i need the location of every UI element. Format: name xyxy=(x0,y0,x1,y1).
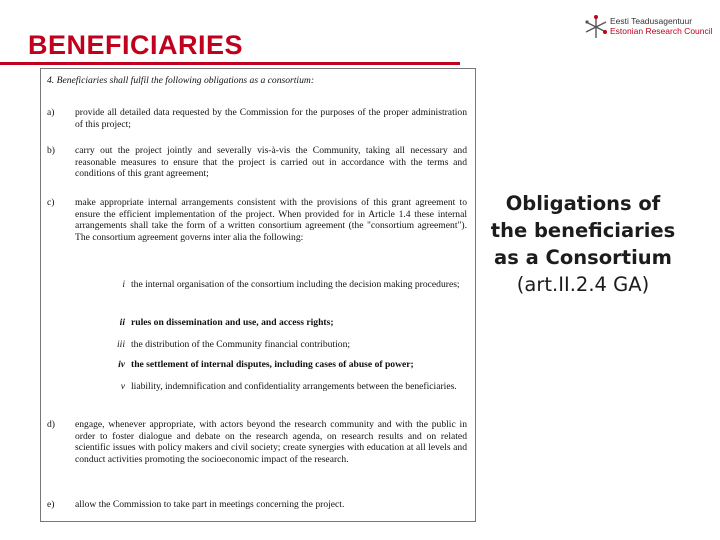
sub-item-text: the distribution of the Community financial contribution; xyxy=(131,339,351,350)
logo-line-en: Estonian Research Council xyxy=(610,26,713,36)
doc-heading: 4. Beneficiaries shall fulfil the following obligations as a consortium: xyxy=(47,75,315,86)
logo-line-et: Eesti Teadusagentuur xyxy=(610,16,693,26)
erc-logo xyxy=(584,14,713,40)
sub-item-number: iv xyxy=(118,359,125,370)
item-text: carry out the project jointly and severally vis-à-vis the Community, taking all necessary and reasonable measures to ensure that the project is carried out in accordance with the terms and conditions of this grant agreement; xyxy=(75,145,467,180)
caption-line-3: as a Consortium xyxy=(494,246,672,269)
item-label: b) xyxy=(47,145,55,156)
title-underline xyxy=(0,62,460,65)
caption-line-4: (art.II.2.4 GA) xyxy=(516,273,650,296)
item-text: engage, whenever appropriate, with actors beyond the research community and with the public in order to foster dialogue and debate on the research agenda, on research results and on related scientific issues with policy makers and civil society; create synergies with education at all levels and conduct activities promoting the socioeconomic impact of the research. xyxy=(75,419,467,465)
item-text: make appropriate internal arrangements consistent with the provisions of this grant agreement to ensure the efficient implementation of the project. When provided for in Article 1.4 these internal arrangements shall take the form of a written consortium agreement (the "consortium agreement"). The consortium agreement governs inter alia the following: xyxy=(75,197,467,243)
caption-line-2: the beneficiaries xyxy=(490,219,676,242)
logo-star-icon xyxy=(584,14,608,40)
sub-item-text: the settlement of internal disputes, including cases of abuse of power; xyxy=(131,359,414,370)
sub-item-number: v xyxy=(120,381,125,392)
grant-agreement-excerpt xyxy=(40,68,476,522)
side-caption xyxy=(480,190,686,298)
sub-item-number: i xyxy=(122,279,125,290)
sub-item-text: liability, indemnification and confidentiality arrangements between the beneficiaries. xyxy=(131,381,457,392)
sub-item-text: rules on dissemination and use, and access rights; xyxy=(131,317,334,328)
item-label: d) xyxy=(47,419,55,430)
item-text: provide all detailed data requested by the Commission for the purposes of the proper administration of this project; xyxy=(75,107,467,130)
item-label: c) xyxy=(47,197,55,208)
sub-item-number: iii xyxy=(117,339,125,350)
sub-item-number: ii xyxy=(119,317,125,328)
sub-item-text: the internal organisation of the consortium including the decision making procedures; xyxy=(131,279,460,290)
item-label: a) xyxy=(47,107,55,118)
slide-title: BENEFICIARIES xyxy=(28,30,244,60)
caption-line-1: Obligations of xyxy=(505,192,661,215)
item-label: e) xyxy=(47,499,55,510)
item-text: allow the Commission to take part in meetings concerning the project. xyxy=(75,499,345,510)
